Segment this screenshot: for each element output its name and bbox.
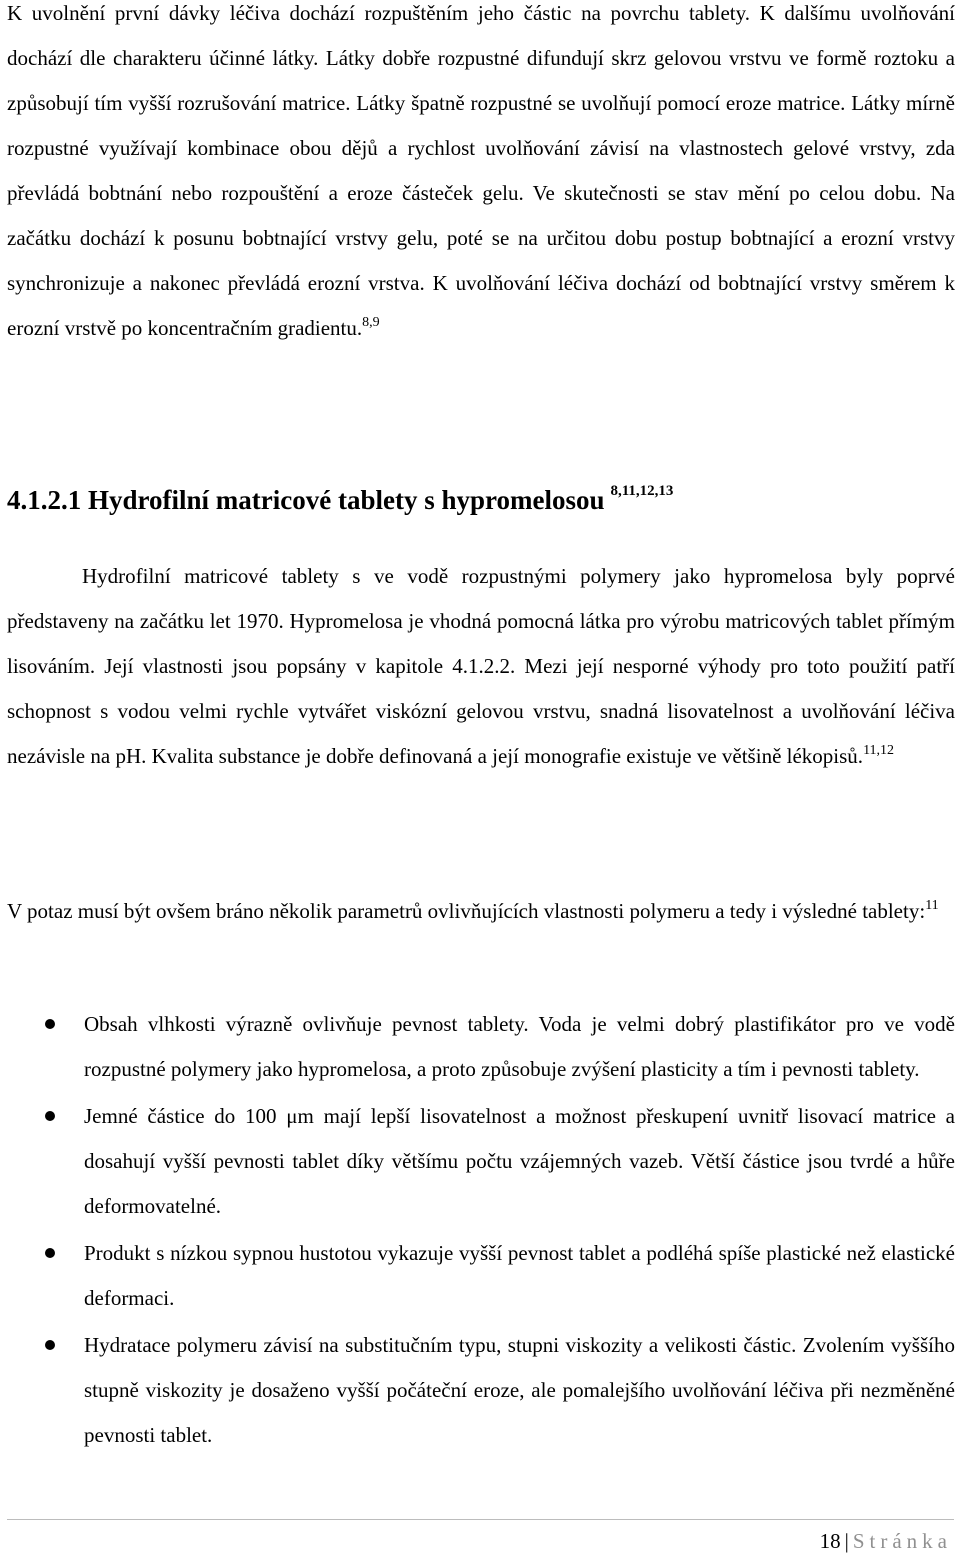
bullet-icon [45, 1111, 55, 1121]
page-number: 18 [819, 1529, 841, 1553]
list-item [7, 1094, 955, 1229]
citation-ref: 11 [925, 898, 939, 913]
bullet-icon [45, 1019, 55, 1029]
section-heading [7, 478, 955, 523]
intro-paragraph [7, 0, 955, 351]
footer-separator: | [844, 1529, 849, 1553]
paragraph-hypromelosa [7, 554, 955, 779]
list-item [7, 1231, 955, 1321]
intro-paragraph-text: K uvolnění první dávky léčiva dochází rozpuštěním jeho částic na povrchu tablety. K dalšímu uvolňování dochází dle charakteru účinné látky. Látky dobře rozpustné difundují skrz gelovou vrstvu ve formě roztoku a způsobují tím vyšší rozrušování matrice. Látky špatně rozpustné se uvolňují pomocí eroze matrice. Látky mírně rozpustné využívají kombinace obou dějů a rychlost uvolňování závisí na vlastnostech gelové vrstvy, zda převládá bobtnání nebo rozpouštění a eroze částeček gelu. Ve skutečnosti se stav mění po celou dobu. Na začátku dochází k posunu bobtnající vrstvy gelu, poté se na určitou dobu postup bobtnající a erozní vrstvy synchronizuje a nakonec převládá erozní vrstva. K uvolňování léčiva dochází od bobtnající vrstvy směrem k erozní vrstvě po koncentračním gradientu. [7, 1, 955, 340]
list-item-text: Jemné částice do 100 μm mají lepší lisovatelnost a možnost přeskupení uvnitř lisovací matrice a dosahují vyšší pevnosti tablet díky většímu počtu vzájemných vazeb. Větší částice jsou tvrdé a hůře deformovatelné. [84, 1104, 955, 1218]
bullet-icon [45, 1340, 55, 1350]
list-item-text: Produkt s nízkou sypnou hustotou vykazuje vyšší pevnost tablet a podléhá spíše plastické než elastické deformaci. [84, 1241, 955, 1310]
page-footer [820, 1526, 952, 1556]
section-heading-text: 4.1.2.1 Hydrofilní matricové tablety s hypromelosou [7, 485, 605, 515]
list-item-text: Obsah vlhkosti výrazně ovlivňuje pevnost tablety. Voda je velmi dobrý plastifikátor pro ve vodě rozpustné polymery jako hypromelosa, a proto způsobuje zvýšení plasticity a tím i pevnosti tablety. [84, 1012, 955, 1081]
paragraph-parameters [7, 889, 955, 934]
list-item [7, 1323, 955, 1458]
citation-ref: 11,12 [863, 743, 895, 758]
footer-divider [7, 1519, 954, 1520]
paragraph-parameters-text: V potaz musí být ovšem bráno několik parametrů ovlivňujících vlastnosti polymeru a tedy i výsledné tablety: [7, 899, 926, 923]
citation-ref: 8,11,12,13 [610, 483, 674, 499]
bullet-icon [45, 1248, 55, 1258]
list-item [7, 1002, 955, 1092]
citation-ref: 8,9 [362, 315, 380, 330]
page-label: Stránka [852, 1529, 952, 1553]
paragraph-hypromelosa-text: Hydrofilní matricové tablety s ve vodě rozpustnými polymery jako hypromelosa byly poprvé představeny na začátku let 1970. Hypromelosa je vhodná pomocná látka pro výrobu matricových tablet přímým lisováním. Její vlastnosti jsou popsány v kapitole 4.1.2.2. Mezi její nesporné výhody pro toto použití patří schopnost s vodou velmi rychle vytvářet viskózní gelovou vrstvu, snadná lisovatelnost a uvolňování léčiva nezávisle na pH. Kvalita substance je dobře definovaná a její monografie existuje ve většině lékopisů. [7, 564, 955, 768]
list-item-text: Hydratace polymeru závisí na substitučním typu, stupni viskozity a velikosti částic. Zvolením vyššího stupně viskozity je dosaženo vyšší počáteční eroze, ale pomalejšího uvolňování léčiva při nezměněné pevnosti tablet. [84, 1333, 955, 1447]
parameter-list [7, 1002, 955, 1460]
